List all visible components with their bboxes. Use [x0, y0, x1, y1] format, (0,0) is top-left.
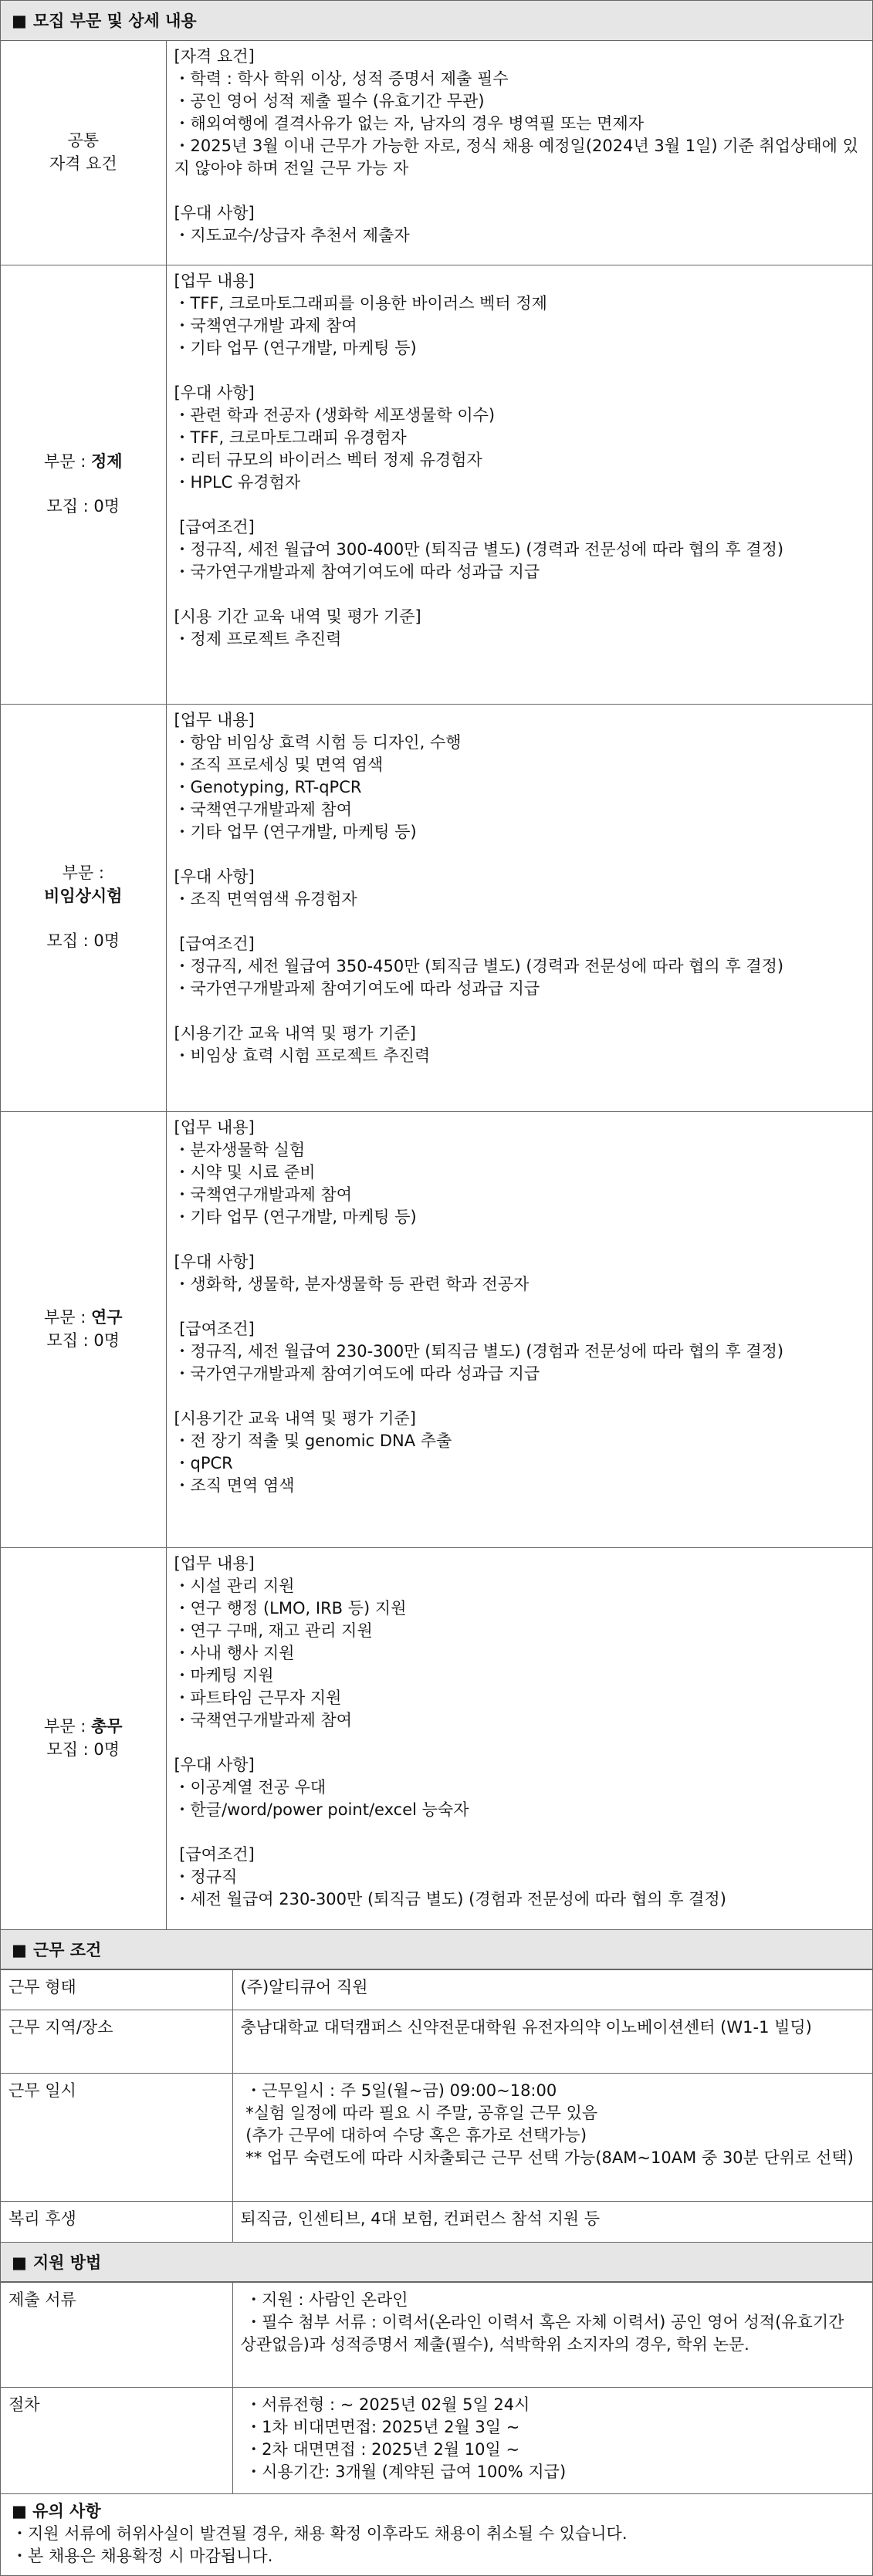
square-bullet-icon: ■ [12, 2502, 27, 2520]
division-row-research [1, 1111, 872, 1547]
division-name: 비임상시험 [44, 887, 123, 905]
text-line: [시용기간 교육 내역 및 평가 기준] [174, 1023, 416, 1043]
division-count: 모집 : 0명 [46, 1739, 120, 1759]
division-count: 모집 : 0명 [46, 496, 120, 516]
division-content [166, 265, 872, 704]
text-line [174, 360, 867, 382]
division-prefix: 부문 : [43, 1307, 91, 1327]
division-count: 모집 : 0명 [46, 931, 120, 950]
text-line: 충남대학교 대덕캠퍼스 신약전문대학원 유전자의약 이노베이션센터 (W1-1 빌딩) [240, 2018, 812, 2037]
text-line: [급여조건] [174, 1844, 255, 1864]
section-title: 모집 부문 및 상세 내용 [32, 12, 197, 30]
common-content [166, 41, 872, 265]
text-line: ・공인 영어 성적 제출 필수 (유효기간 무관) [174, 92, 485, 110]
text-line: [업무 내용] [174, 271, 255, 290]
text-line: ・지원 : 사람인 온라인 [240, 2290, 408, 2309]
text-line: ・연구 구매, 재고 관리 지원 [174, 1621, 373, 1640]
text-line: ・지도교수/상급자 추천서 제출자 [174, 226, 410, 245]
text-line: ・조직 면역 염색 [174, 1476, 295, 1495]
division-name: 연구 [90, 1307, 123, 1327]
work-value [232, 2010, 872, 2074]
division-row-purification [1, 265, 872, 704]
text-line: ・항암 비임상 효력 시험 등 디자인, 수행 [174, 732, 462, 752]
text-line: *실험 일정에 따라 필요 시 주말, 공휴일 근무 있음 [240, 2104, 598, 2122]
square-bullet-icon: ■ [12, 1941, 27, 1959]
work-value [232, 2074, 872, 2202]
text-line [174, 583, 867, 606]
text-line: ・비임상 효력 시험 프로젝트 추진력 [174, 1046, 431, 1065]
text-line: ・마케팅 지원 [174, 1665, 274, 1685]
text-line: ・조직 면역염색 유경험자 [174, 889, 357, 908]
division-row-nonclinical [1, 704, 872, 1111]
text-line: ・qPCR [174, 1453, 233, 1472]
text-line: ・시용기간: 3개월 (계약된 급여 100% 지급) [240, 2462, 567, 2481]
text-line: ・1차 비대면면접: 2025년 2월 3일 ~ [240, 2417, 520, 2436]
apply-row [1, 2282, 872, 2387]
text-line: ・생화학, 생물학, 분자생물학 등 관련 학과 전공자 [174, 1274, 530, 1293]
text-line: ・Genotyping, RT-qPCR [174, 777, 362, 796]
work-value [232, 2202, 872, 2242]
text-line: 퇴직금, 인센티브, 4대 보험, 컨퍼런스 참석 지원 등 [240, 2209, 601, 2228]
division-row-admin [1, 1547, 872, 1929]
section-header-work [1, 1929, 872, 1969]
apply-key: 절차 [1, 2387, 232, 2493]
text-line: ・필수 첨부 서류 : 이력서(온라인 이력서 혹은 자체 이력서) 공인 영어 성적(유효기간 상관없음)과 성적증명서 제출(필수), 석박학위 소지자의 경우, 학위 논문. [240, 2312, 850, 2354]
text-line: ・학력 : 학사 학위 이상, 성적 증명서 제출 필수 [174, 69, 509, 88]
text-line: ・연구 행정 (LMO, IRB 등) 지원 [174, 1598, 407, 1618]
text-line: ・2차 대면면접 : 2025년 2월 10일 ~ [240, 2439, 520, 2459]
text-line: ・국책연구개발과제 참여 [174, 800, 353, 819]
text-line: ・시설 관리 지원 [174, 1576, 295, 1595]
text-line: (주)알티큐어 직원 [240, 1978, 368, 1996]
section-title: 지원 방법 [32, 2253, 102, 2272]
text-line: ・정규직, 세전 월급여 300-400만 (퇴직금 별도) (경력과 전문성에 따라 협의 후 결정) [174, 539, 784, 559]
text-line [174, 1296, 867, 1318]
work-key: 복리 후생 [1, 2202, 232, 2242]
text-line: [급여조건] [174, 517, 255, 536]
text-line: [업무 내용] [174, 1553, 255, 1573]
apply-table [1, 2282, 872, 2494]
work-table [1, 1969, 872, 2242]
text-line [174, 911, 867, 933]
notice-header [12, 2500, 861, 2523]
division-content [166, 1111, 872, 1547]
text-line: [업무 내용] [174, 1117, 255, 1137]
text-line: ・정규직, 세전 월급여 350-450만 (퇴직금 별도) (경력과 전문성에 따라 협의 후 결정) [174, 956, 784, 975]
text-line: ・서류전형 : ~ 2025년 02월 5일 24시 [240, 2395, 530, 2414]
text-line: ・2025년 3월 이내 근무가 가능한 자로, 정식 채용 예정일(2024년 3월 1일) 기준 취업상태에 있지 않아야 하며 전일 근무 가능 자 [174, 137, 858, 177]
apply-key: 제출 서류 [1, 2282, 232, 2387]
text-line: ・국책연구개발과제 참여 [174, 1710, 353, 1729]
apply-value [232, 2387, 872, 2493]
text-line: [우대 사항] [174, 867, 255, 886]
text-line: ・정규직 [174, 1867, 238, 1886]
text-line: [급여조건] [174, 1319, 255, 1338]
division-prefix: 부문 : [62, 864, 104, 882]
division-label [1, 704, 166, 1111]
text-line [174, 1821, 867, 1844]
text-line: [시용 기간 교육 내역 및 평가 기준] [174, 607, 421, 626]
notice-box [1, 2493, 872, 2575]
text-line: ・정제 프로젝트 추진력 [174, 629, 342, 648]
section-title: 근무 조건 [32, 1941, 102, 1959]
text-line: [업무 내용] [174, 710, 255, 729]
text-line: ・파트타임 근무자 지원 [174, 1688, 342, 1707]
work-key: 근무 일시 [1, 2074, 232, 2202]
work-row [1, 2074, 872, 2202]
work-key: 근무 지역/장소 [1, 2010, 232, 2074]
common-label-text: 공통 자격 요건 [49, 130, 117, 173]
text-line: ・국책연구개발과제 참여 [174, 1185, 353, 1204]
work-row [1, 2010, 872, 2074]
text-line: ・분자생물학 실험 [174, 1140, 306, 1159]
text-line [174, 843, 867, 866]
text-line: ・리터 규모의 바이러스 벡터 정제 유경험자 [174, 450, 482, 469]
text-line: ・기타 업무 (연구개발, 마케팅 등) [174, 338, 417, 357]
apply-value [232, 2282, 872, 2387]
division-content [166, 1547, 872, 1929]
text-line: ・HPLC 유경험자 [174, 472, 301, 492]
section-header-apply [1, 2242, 872, 2282]
text-line: ・조직 프로세싱 및 면역 염색 [174, 755, 384, 774]
text-line: ・국가연구개발과제 참여기여도에 따라 성과급 지급 [174, 562, 540, 581]
text-line: (추가 근무에 대하여 수당 혹은 휴가로 선택가능) [240, 2126, 587, 2145]
text-line: ・정규직, 세전 월급여 230-300만 (퇴직금 별도) (경험과 전문성에 따라 협의 후 결정) [174, 1341, 784, 1361]
work-row [1, 1970, 872, 2010]
text-line: [우대 사항] [174, 383, 255, 402]
division-count: 모집 : 0명 [46, 1330, 120, 1350]
text-line [174, 494, 867, 516]
work-key: 근무 형태 [1, 1970, 232, 2010]
notice-content [12, 2523, 861, 2568]
square-bullet-icon: ■ [12, 12, 27, 30]
text-line: [우대 사항] [174, 204, 255, 222]
text-line: ・국책연구개발 과제 참여 [174, 316, 357, 335]
text-line: ・기타 업무 (연구개발, 마케팅 등) [174, 822, 417, 841]
text-line [174, 180, 867, 202]
work-row [1, 2202, 872, 2242]
common-label [1, 41, 166, 265]
recruit-table [1, 41, 872, 1929]
text-line: [급여조건] [174, 934, 255, 953]
text-line [174, 1000, 867, 1023]
section-header-recruit [1, 1, 872, 41]
text-line: ・국가연구개발과제 참여기여도에 따라 성과급 지급 [174, 979, 540, 998]
text-line: ・이공계열 전공 우대 [174, 1777, 327, 1797]
common-row [1, 41, 872, 265]
text-line: ・세전 월급여 230-300만 (퇴직금 별도) (경험과 전문성에 따라 협의 후 결정) [174, 1889, 726, 1908]
text-line [174, 1229, 867, 1251]
division-label [1, 265, 166, 704]
text-line: ・본 채용은 채용확정 시 마감됩니다. [12, 2547, 273, 2565]
work-value [232, 1970, 872, 2010]
apply-row [1, 2387, 872, 2493]
square-bullet-icon: ■ [12, 2253, 27, 2272]
text-line: ・근무일시 : 주 5일(월~금) 09:00~18:00 [240, 2081, 557, 2100]
text-line: ・관련 학과 전공자 (생화학 세포생물학 이수) [174, 405, 496, 424]
section-title: 유의 사항 [32, 2502, 101, 2520]
text-line: ・TFF, 크로마토그래피를 이용한 바이러스 벡터 정제 [174, 293, 547, 313]
division-prefix: 부문 : [43, 1716, 91, 1736]
division-name: 정제 [90, 451, 123, 471]
division-label [1, 1547, 166, 1929]
text-line: ・국가연구개발과제 참여기여도에 따라 성과급 지급 [174, 1364, 540, 1383]
text-line: ・사내 행사 지원 [174, 1643, 295, 1662]
text-line: ** 업무 숙련도에 따라 시차출퇴근 근무 선택 가능(8AM~10AM 중 30분 단위로 선택) [240, 2148, 854, 2167]
text-line: [자격 요건] [174, 47, 255, 66]
text-line: ・기타 업무 (연구개발, 마케팅 등) [174, 1207, 417, 1226]
text-line [174, 1732, 867, 1754]
division-content [166, 704, 872, 1111]
division-name: 총무 [90, 1716, 123, 1736]
text-line: ・전 장기 적출 및 genomic DNA 추출 [174, 1431, 452, 1450]
text-line: [시용기간 교육 내역 및 평가 기준] [174, 1408, 416, 1428]
text-line: ・시약 및 시료 준비 [174, 1162, 316, 1182]
text-line: ・해외여행에 결격사유가 없는 자, 남자의 경우 병역필 또는 면제자 [174, 114, 645, 133]
text-line [174, 1385, 867, 1408]
text-line: [우대 사항] [174, 1252, 255, 1271]
division-label [1, 1111, 166, 1547]
division-prefix: 부문 : [43, 451, 91, 471]
text-line: [우대 사항] [174, 1755, 255, 1774]
text-line: ・지원 서류에 허위사실이 발견될 경우, 채용 확정 이후라도 채용이 취소될 수 있습니다. [12, 2524, 628, 2543]
text-line: ・한글/word/power point/excel 능숙자 [174, 1800, 469, 1819]
text-line: ・TFF, 크로마토그래피 유경험자 [174, 428, 407, 447]
